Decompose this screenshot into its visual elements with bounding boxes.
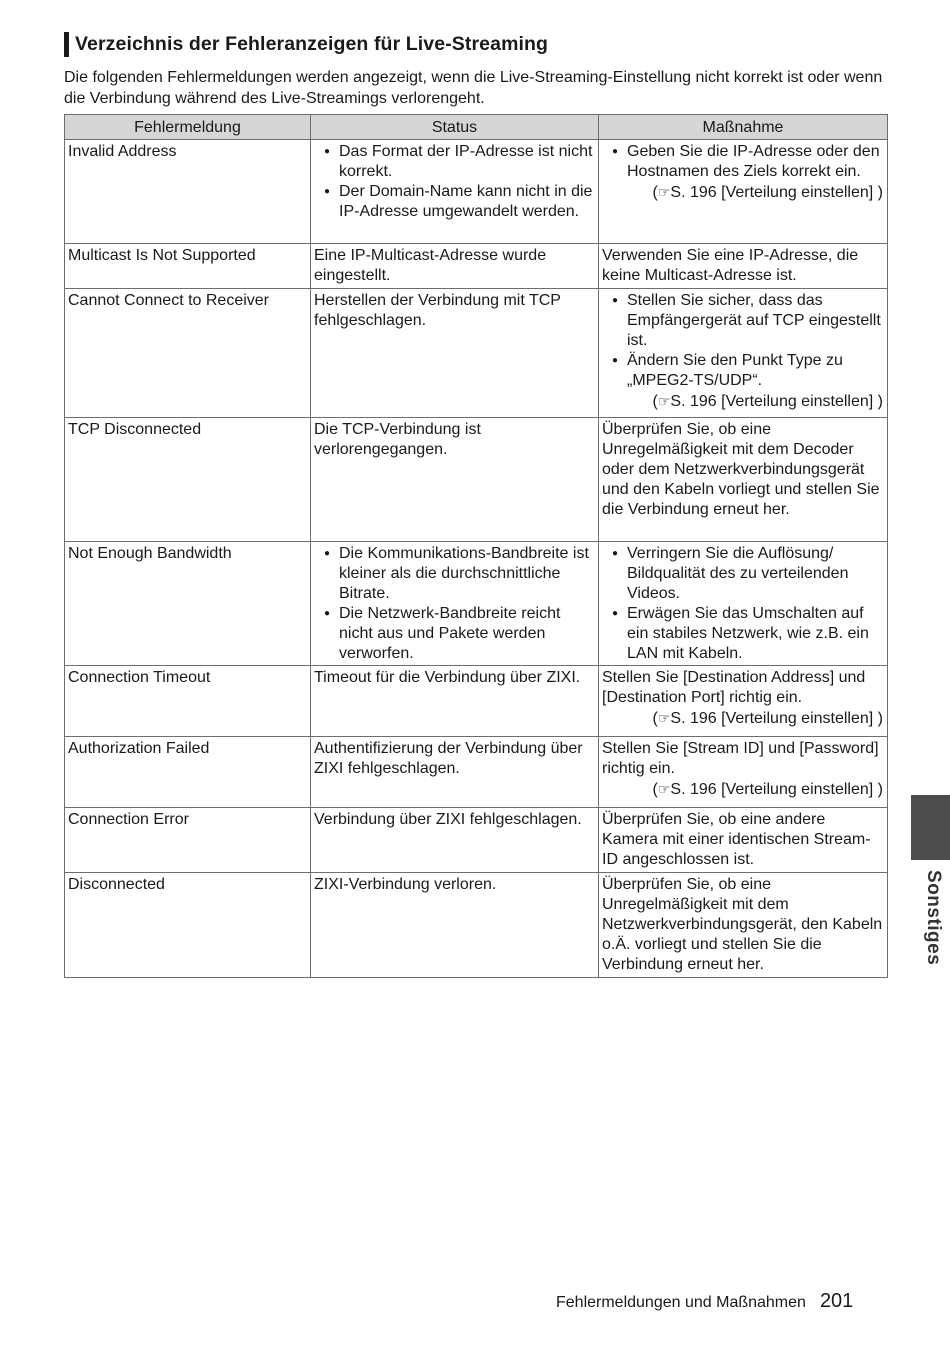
error-message-cell-text: Disconnected (68, 876, 165, 893)
ref-paren: ( (652, 710, 658, 727)
error-message-cell (65, 737, 311, 808)
action-cell (599, 737, 888, 808)
table-header-row (65, 115, 888, 140)
action-cell-text: Stellen Sie [Stream ID] und [Password] richtig ein. (602, 740, 879, 777)
error-message-cell (65, 666, 311, 737)
action-cell (599, 244, 888, 289)
action-cell-text: Verwenden Sie eine IP-Adresse, die keine Multicast-Adresse ist. (602, 247, 859, 284)
table-row (65, 289, 888, 418)
action-cell-text: Überprüfen Sie, ob eine Unregelmäßigkeit mit dem Decoder oder dem Netzwerkverbindungsgerät und den Kabeln vorliegt und stellen Sie die Verbindung erneut her. (602, 421, 880, 518)
status-cell-text: Herstellen der Verbindung mit TCP fehlgeschlagen. (314, 292, 561, 329)
status-cell-text: Eine IP-Multicast-Adresse wurde eingestellt. (314, 247, 547, 284)
status-cell (311, 873, 599, 978)
error-message-cell-text: Cannot Connect to Receiver (68, 292, 269, 309)
error-message-cell (65, 140, 311, 244)
error-table (64, 114, 888, 978)
ref-text: S. 196 [Verteilung einstellen] ) (670, 184, 883, 201)
pointing-hand-icon: ☞ (657, 781, 671, 797)
status-cell-list (314, 544, 596, 664)
error-message-cell (65, 418, 311, 542)
bullet-item: ● Ändern Sie den Punkt Type zu „MPEG2-TS/UDP“. (602, 351, 885, 391)
status-cell (311, 666, 599, 737)
status-cell (311, 289, 599, 418)
chapter-tab-label: Sonstiges (923, 870, 944, 966)
table-row (65, 542, 888, 666)
bullet-item: ● Das Format der IP-Adresse ist nicht korrekt. (314, 142, 596, 182)
ref-paren: ( (652, 184, 658, 201)
action-cell (599, 666, 888, 737)
table-row (65, 666, 888, 737)
status-cell-text: Die TCP-Verbindung ist verlorengegangen. (314, 421, 481, 458)
error-message-cell (65, 808, 311, 873)
section-title: Verzeichnis der Fehleranzeigen für Live-Streaming (75, 33, 549, 55)
bullet-item: ● Verringern Sie die Auflösung/ Bildqualität des zu verteilenden Videos. (602, 544, 885, 604)
status-cell (311, 737, 599, 808)
table-row (65, 873, 888, 978)
section-heading (64, 32, 548, 57)
error-message-cell-text: Not Enough Bandwidth (68, 545, 232, 562)
bullet-item: ● Die Netzwerk-Bandbreite reicht nicht aus und Pakete werden verworfen. (314, 604, 596, 664)
status-cell (311, 140, 599, 244)
error-message-cell (65, 244, 311, 289)
table-row (65, 244, 888, 289)
ref-paren: ( (652, 393, 658, 410)
status-cell (311, 808, 599, 873)
status-cell-text: Authentifizierung der Verbindung über ZIXI fehlgeschlagen. (314, 740, 583, 777)
page-reference-link[interactable] (602, 391, 885, 412)
status-cell (311, 542, 599, 666)
intro-text: Die folgenden Fehlermeldungen werden angezeigt, wenn die Live-Streaming-Einstellung nicht korrekt ist oder wenn die Verbindung während des Live-Streamings verlorengeht. (64, 69, 883, 107)
action-cell (599, 542, 888, 666)
bullet-item: ● Stellen Sie sicher, dass das Empfängergerät auf TCP eingestellt ist. (602, 291, 885, 351)
ref-text: S. 196 [Verteilung einstellen] ) (670, 393, 883, 410)
table-row (65, 808, 888, 873)
status-cell (311, 418, 599, 542)
action-cell-list (602, 142, 885, 182)
header-massnahme: Maßnahme (599, 115, 888, 140)
bullet-item: ● Der Domain-Name kann nicht in die IP-Adresse umgewandelt werden. (314, 182, 596, 222)
header-fehlermeldung: Fehlermeldung (65, 115, 311, 140)
status-cell-text: Timeout für die Verbindung über ZIXI. (314, 669, 581, 686)
error-message-cell-text: Connection Error (68, 811, 189, 828)
bullet-item: ● Geben Sie die IP-Adresse oder den Hostnamen des Ziels korrekt ein. (602, 142, 885, 182)
action-cell (599, 418, 888, 542)
page-number: 201 (819, 1290, 854, 1312)
action-cell (599, 140, 888, 244)
error-message-cell (65, 289, 311, 418)
bullet-item: ● Erwägen Sie das Umschalten auf ein stabiles Netzwerk, wie z.B. ein LAN mit Kabeln. (602, 604, 885, 664)
action-cell-text: Überprüfen Sie, ob eine Unregelmäßigkeit mit dem Netzwerkverbindungsgerät, den Kabeln o.Ä. vorliegt und stellen Sie die Verbindung erneut her. (602, 876, 883, 973)
status-cell-text: Verbindung über ZIXI fehlgeschlagen. (314, 811, 582, 828)
footer-title: Fehlermeldungen und Maßnahmen (556, 1294, 806, 1311)
action-cell-text: Stellen Sie [Destination Address] und [Destination Port] richtig ein. (602, 669, 866, 706)
bullet-item: ● Die Kommunikations-Bandbreite ist kleiner als die durchschnittliche Bitrate. (314, 544, 596, 604)
header-status: Status (311, 115, 599, 140)
table-row (65, 418, 888, 542)
status-cell-list (314, 142, 596, 222)
action-cell-list (602, 544, 885, 664)
action-cell-text: Überprüfen Sie, ob eine andere Kamera mit einer identischen Stream-ID angeschlossen ist. (602, 811, 871, 868)
pointing-hand-icon: ☞ (657, 184, 671, 200)
error-message-cell-text: TCP Disconnected (68, 421, 202, 438)
error-message-cell-text: Connection Timeout (68, 669, 211, 686)
error-message-cell-text: Authorization Failed (68, 740, 210, 757)
error-message-cell-text: Multicast Is Not Supported (68, 247, 256, 264)
page-reference-link[interactable] (602, 182, 885, 203)
action-cell-list (602, 291, 885, 391)
chapter-tab[interactable] (911, 795, 950, 860)
error-message-cell (65, 873, 311, 978)
page-reference-link[interactable] (602, 708, 885, 729)
table-row (65, 140, 888, 244)
error-message-cell-text: Invalid Address (68, 143, 177, 160)
pointing-hand-icon: ☞ (657, 710, 671, 726)
ref-paren: ( (652, 781, 658, 798)
error-message-cell (65, 542, 311, 666)
table-row (65, 737, 888, 808)
ref-text: S. 196 [Verteilung einstellen] ) (670, 710, 883, 727)
heading-bar (64, 32, 69, 57)
pointing-hand-icon: ☞ (657, 393, 671, 409)
action-cell (599, 873, 888, 978)
action-cell (599, 808, 888, 873)
ref-text: S. 196 [Verteilung einstellen] ) (670, 781, 883, 798)
status-cell-text: ZIXI-Verbindung verloren. (314, 876, 497, 893)
status-cell (311, 244, 599, 289)
page-footer (556, 1290, 853, 1313)
page-reference-link[interactable] (602, 779, 885, 800)
table-body (65, 140, 888, 978)
action-cell (599, 289, 888, 418)
